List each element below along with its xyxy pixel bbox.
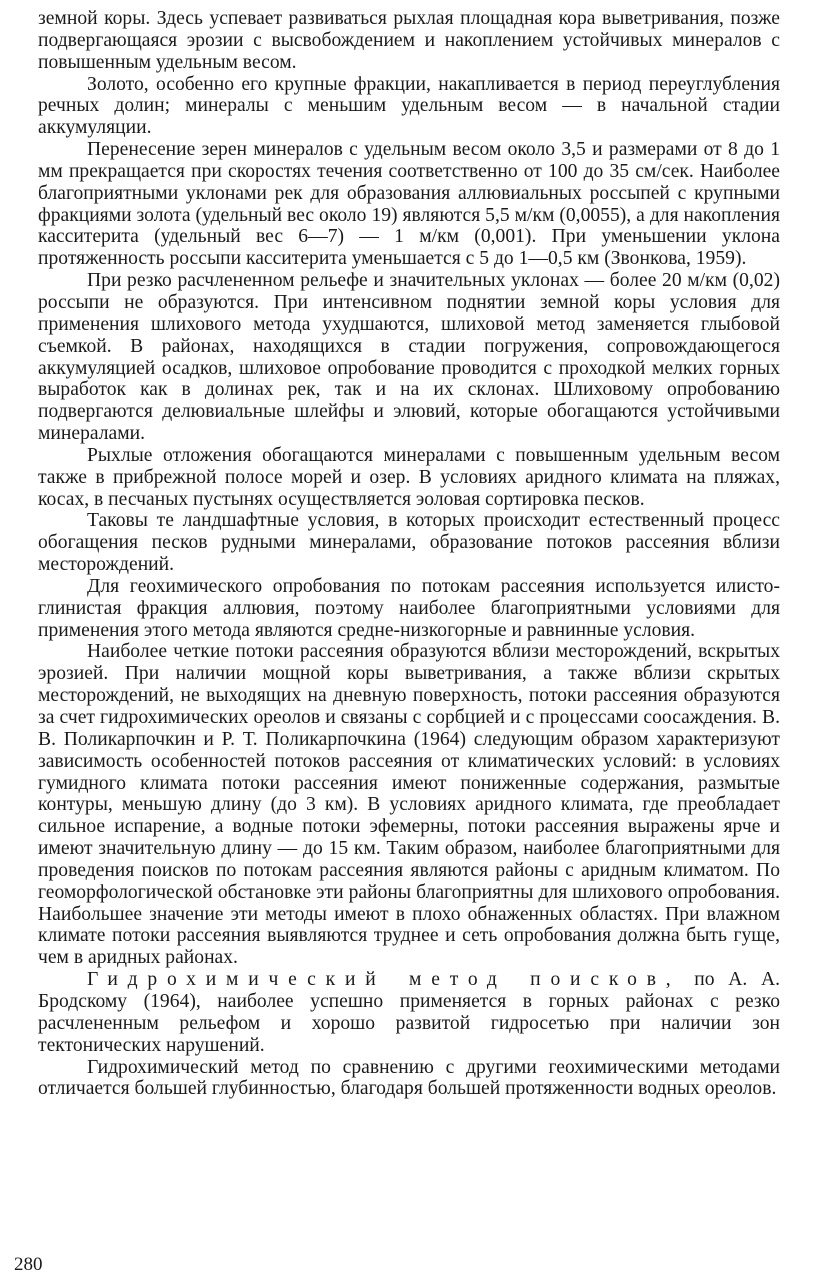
paragraph: Рыхлые отложения обогащаются минералами с повышенным удельным весом также в прибрежной полосе морей и озер. В условиях аридного климата на пляжах, косах, в песчаных пустынях осуществляется эоловая сортировка песков.: [38, 444, 780, 510]
body-text: [38, 8, 780, 1100]
paragraph: Перенесение зерен минералов с удельным весом около 3,5 и размерами от 8 до 1 мм прекращается при скоростях течения соответственно от 100 до 35 см/сек. Наиболее благоприятными уклонами рек для образования аллювиальных россыпей с крупными фракциями золота (удельный вес около 19) являются 5,5 м/км (0,0055), а для накопления касситерита (удельный вес 6—7) — 1 м/км (0,001). При уменьшении уклона протяженность россыпи касситерита уменьшается с 5 до 1—0,5 км (Звонкова, 1959).: [38, 139, 780, 270]
paragraph: Золото, особенно его крупные фракции, накапливается в период переуглубления речных долин; минералы с меньшим удельным весом — в начальной стадии аккумуляции.: [38, 73, 780, 139]
paragraph: Наиболее четкие потоки рассеяния образуются вблизи месторождений, вскрытых эрозией. При наличии мощной коры выветривания, а также вблизи скрытых месторождений, не выходящих на дневную поверхность, потоки рассеяния образуются за счет гидрохимических ореолов и связаны с сорбцией и с процессами соосаждения. В. В. Поликарпочкин и Р. Т. Поликарпочкина (1964) следующим образом характеризуют зависимость особенностей потоков рассеяния от климатических условий: в условиях гумидного климата потоки рассеяния имеют пониженные содержания, размытые контуры, меньшую длину (до 3 км). В условиях аридного климата, где преобладает сильное испарение, а водные потоки эфемерны, потоки рассеяния выражены ярче и имеют значительную длину — до 15 км. Таким образом, наиболее благоприятными для проведения поисков по потокам рассеяния являются районы с аридным климатом. По геоморфологической обстановке эти районы благоприятны для шлихового опробования. Наибольшее значение эти методы имеют в плохо обнаженных областях. При влажном климате потоки рассеяния выявляются труднее и сеть опробования должна быть гуще, чем в аридных районах.: [38, 641, 780, 969]
paragraph: Гидрохимический метод по сравнению с другими геохимическими методами отличается большей глубинностью, благодаря большей протяженности водных ореолов.: [38, 1056, 780, 1100]
paragraph: Таковы те ландшафтные условия, в которых происходит естественный процесс обогащения песков рудными минералами, образование потоков рассеяния вблизи месторождений.: [38, 510, 780, 576]
paragraph: Для геохимического опробования по потокам рассеяния используется илисто-глинистая фракция аллювия, поэтому наиболее благоприятными условиями для применения этого метода являются средне-низкогорные и равнинные условия.: [38, 575, 780, 641]
section-heading: Гидрохимический метод поисков,: [87, 969, 681, 991]
paragraph: [38, 969, 780, 1056]
paragraph: земной коры. Здесь успевает развиваться рыхлая площадная кора выветривания, позже подвергающаяся эрозии с высвобождением и накоплением устойчивых минералов с повышенным удельным весом.: [38, 8, 780, 73]
paragraph-text: по А. А. Бродскому (1964), наиболее успешно применяется в горных районах с резко расчлененным рельефом и хорошо развитой гидросетью при наличии зон тектонических нарушений.: [38, 969, 781, 1056]
paragraph: При резко расчлененном рельефе и значительных уклонах — более 20 м/км (0,02) россыпи не образуются. При интенсивном поднятии земной коры условия для применения шлихового метода ухудшаются, шлиховой метод заменяется глыбовой съемкой. В районах, находящихся в стадии погружения, сопровождающегося аккумуляцией осадков, шлиховое опробование проводится с проходкой мелких горных выработок как в долинах рек, так и на их склонах. Шлиховому опробованию подвергаются делювиальные шлейфы и элювий, которые обогащаются устойчивыми минералами.: [38, 270, 780, 445]
page-number: 280: [14, 1254, 43, 1275]
